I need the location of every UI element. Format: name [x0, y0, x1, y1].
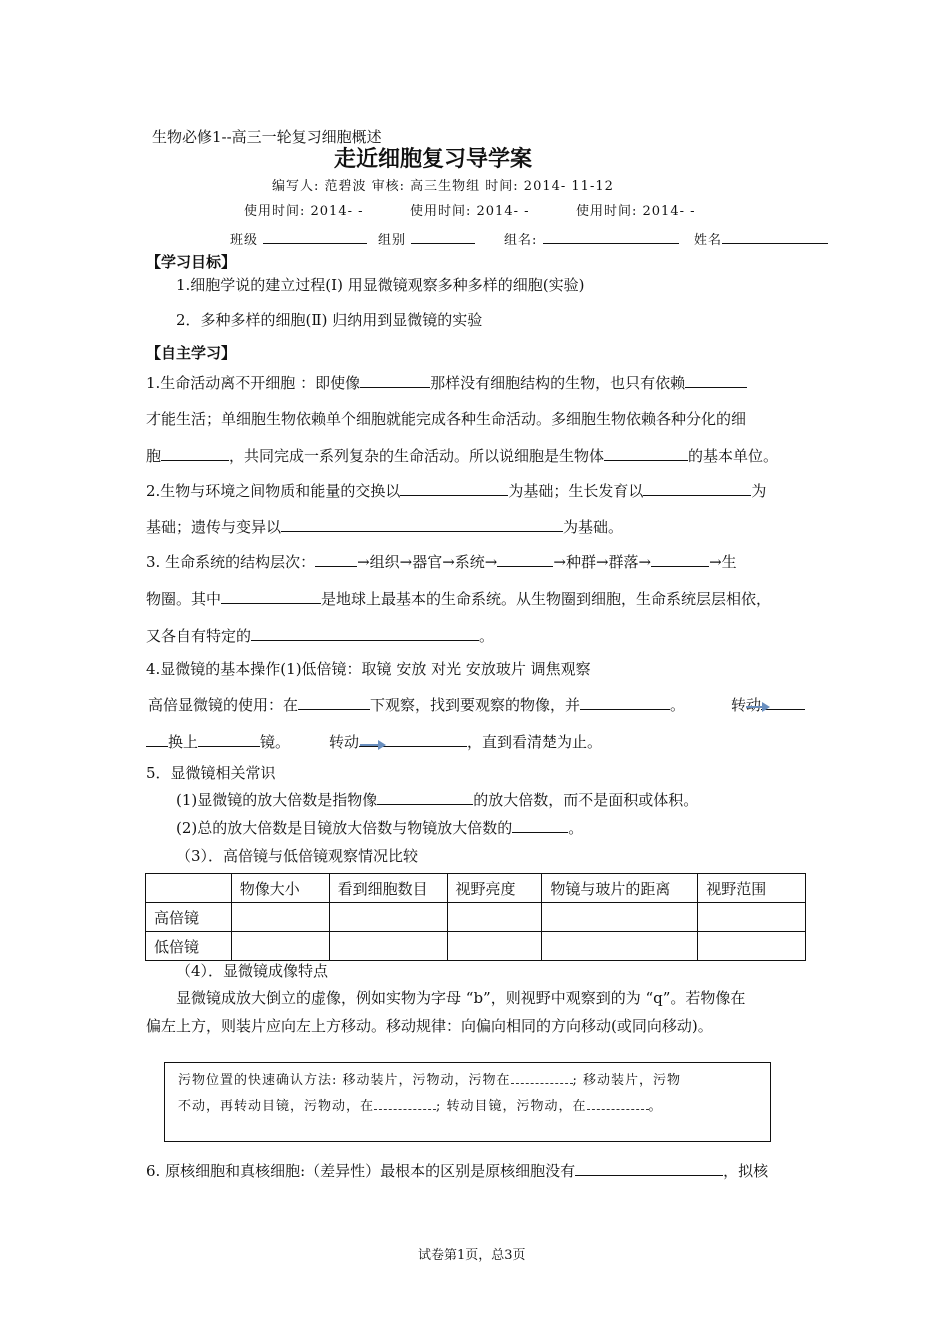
question-4-line-2 — [148, 694, 685, 715]
q3-text-b: →组织→器官→系统→ — [357, 553, 498, 571]
course-line: 生物必修1--高三一轮复习细胞概述 — [152, 128, 382, 146]
group-name-blank[interactable] — [543, 228, 679, 244]
q3-text-h: 。 — [479, 627, 495, 645]
q3-text-d: →生 — [709, 553, 737, 571]
q1-blank-1[interactable] — [360, 372, 430, 388]
q6-text-a: 6. 原核细胞和真核细胞:（差异性）最根本的区别是原核细胞没有 — [146, 1162, 576, 1180]
page-title: 走近细胞复习导学案 — [334, 147, 533, 172]
class-label: 班级 — [230, 233, 259, 248]
q4-blank-4[interactable] — [198, 731, 260, 747]
name-label: 姓名 — [694, 233, 723, 248]
q1-blank-4[interactable] — [604, 445, 688, 461]
box-text-e: 。 — [648, 1099, 663, 1114]
q5-2-blank[interactable] — [512, 817, 568, 833]
q5-1-text-b: 的放大倍数，而不是面积或体积。 — [473, 791, 699, 809]
q2-text-a: 2.生物与环境之间物质和能量的交换以 — [146, 482, 401, 500]
q4-text-f: 换上 — [168, 733, 199, 751]
q1-text-d: ，共同完成一系列复杂的生命活动。所以说细胞是生物体 — [229, 447, 605, 465]
box-blank-3[interactable] — [587, 1096, 649, 1110]
table-cell[interactable] — [447, 932, 542, 961]
class-field — [230, 228, 367, 251]
table-row — [146, 932, 806, 961]
question-4-line-1: 4.显微镜的基本操作(1)低倍镜：取镜 安放 对光 安放玻片 调焦观察 — [146, 660, 591, 678]
q5-1-text-a: (1)显微镜的放大倍数是指物像 — [176, 791, 378, 809]
self-study-heading: 【自主学习】 — [146, 344, 237, 362]
question-3-line-2 — [146, 588, 771, 609]
table-header-cell: 物像大小 — [231, 874, 329, 903]
q4-text-h: 转动 — [329, 733, 360, 751]
arrow-icon — [746, 706, 764, 708]
box-text-c: 不动，再转动目镜，污物动，在 — [178, 1099, 375, 1114]
q2-text-c: 为 — [751, 482, 767, 500]
box-blank-2[interactable] — [374, 1096, 436, 1110]
q1-text-e: 的基本单位。 — [688, 447, 779, 465]
question-3-line-3 — [146, 625, 494, 646]
use-time-3: 使用时间: 2014- - — [576, 204, 696, 219]
q4-text-c: 下观察，找到要观察的物像，并 — [370, 696, 581, 714]
box-blank-1[interactable] — [511, 1070, 573, 1084]
q1-text-c: 胞 — [146, 447, 162, 465]
table-cell[interactable] — [231, 903, 329, 932]
q4-blank-1[interactable] — [298, 694, 370, 710]
q3-text-f: 是地球上最基本的生命系统。从生物圈到细胞，生命系统层层相依， — [321, 590, 772, 608]
q1-blank-3[interactable] — [161, 445, 229, 461]
tip-box-line-2 — [178, 1096, 663, 1117]
imaging-text-2: 偏左上方，则装片应向左上方移动。移动规律：向偏向相同的方向移动(或同向移动)。 — [146, 1017, 713, 1035]
group-name-field — [504, 228, 679, 251]
q5-1-blank[interactable] — [377, 789, 473, 805]
author-line: 编写人: 范碧波 审核: 高三生物组 时间: 2014- 11-12 — [272, 179, 614, 194]
goals-heading: 【学习目标】 — [146, 253, 237, 271]
question-1-line-1 — [146, 372, 747, 393]
question-1-line-3 — [146, 445, 778, 466]
question-4-line-3 — [146, 731, 290, 752]
table-cell[interactable] — [231, 932, 329, 961]
table-cell[interactable] — [447, 903, 542, 932]
q2-text-e: 为基础。 — [563, 518, 624, 536]
table-header-cell: 看到细胞数目 — [329, 874, 447, 903]
question-5-4: （4）．显微镜成像特点 — [176, 962, 329, 980]
q4-blank-3-cont[interactable] — [146, 731, 168, 747]
q5-2-text-b: 。 — [568, 819, 584, 837]
table-cell[interactable] — [542, 932, 698, 961]
q4-turn-2 — [329, 731, 602, 752]
q3-text-e: 物圈。其中 — [146, 590, 222, 608]
q4-text-g: 镜。 — [260, 733, 291, 751]
box-text-d: ; 转动目镜，污物动，在 — [436, 1099, 587, 1114]
table-row — [146, 903, 806, 932]
q6-text-b: ，拟核 — [723, 1162, 769, 1180]
question-5-heading: 5．显微镜相关常识 — [146, 764, 276, 782]
table-cell[interactable] — [329, 903, 447, 932]
question-2-line-2 — [146, 516, 623, 537]
table-row-label: 高倍镜 — [146, 903, 232, 932]
box-text-b: ; 移动装片，污物 — [572, 1073, 682, 1088]
name-field — [694, 228, 828, 251]
q3-blank-2[interactable] — [497, 551, 553, 567]
q3-blank-3[interactable] — [651, 551, 709, 567]
question-1-line-2: 才能生活；单细胞生物依赖单个细胞就能完成各种生命活动。多细胞生物依赖各种分化的细 — [146, 410, 747, 428]
page-footer: 试卷第1页，总3页 — [418, 1248, 526, 1263]
box-text-a: 污物位置的快速确认方法: 移动装片，污物动，污物在 — [178, 1073, 511, 1088]
q6-blank-1[interactable] — [575, 1160, 723, 1176]
question-5-2 — [176, 817, 583, 838]
q3-blank-5[interactable] — [251, 625, 479, 641]
table-cell[interactable] — [698, 932, 806, 961]
q2-text-d: 基础；遗传与变异以 — [146, 518, 282, 536]
question-6-line-1 — [146, 1160, 768, 1181]
q3-text-a: 3. 生命系统的结构层次： — [146, 553, 316, 571]
q4-blank-2[interactable] — [580, 694, 670, 710]
q5-2-text-a: (2)总的放大倍数是目镜放大倍数与物镜放大倍数的 — [176, 819, 513, 837]
table-header-cell — [146, 874, 232, 903]
q1-text-b: 那样没有细胞结构的生物，也只有依赖 — [430, 374, 686, 392]
table-cell[interactable] — [329, 932, 447, 961]
table-cell[interactable] — [698, 903, 806, 932]
group-blank[interactable] — [411, 228, 475, 244]
tip-box-line-1 — [178, 1070, 681, 1091]
group-field — [378, 228, 475, 251]
q3-blank-4[interactable] — [221, 588, 321, 604]
table-header-cell: 物镜与玻片的距离 — [542, 874, 698, 903]
q2-blank-1[interactable] — [400, 480, 508, 496]
question-3-line-1 — [146, 551, 737, 572]
arrow-icon — [360, 744, 380, 746]
q1-blank-2[interactable] — [685, 372, 747, 388]
q2-blank-3[interactable] — [281, 516, 563, 532]
q4-text-i: ，直到看清楚为止。 — [467, 733, 603, 751]
question-5-1 — [176, 789, 698, 810]
table-header-cell: 视野范围 — [698, 874, 806, 903]
table-header-cell: 视野亮度 — [447, 874, 542, 903]
q4-text-d: 。 — [670, 696, 686, 714]
question-5-3: （3）．高倍镜与低倍镜观察情况比较 — [176, 847, 419, 865]
class-blank[interactable] — [263, 228, 367, 244]
q3-blank-1[interactable] — [315, 551, 357, 567]
group-label: 组别 — [378, 233, 407, 248]
q4-text-e: 转动 — [731, 696, 762, 714]
group-name-label: 组名: — [504, 233, 538, 248]
q3-text-c: →种群→群落→ — [553, 553, 652, 571]
table-cell[interactable] — [542, 903, 698, 932]
goal-item-2: 2．多种多样的细胞(Ⅱ) 归纳用到显微镜的实验 — [176, 311, 483, 329]
comparison-table — [145, 873, 806, 961]
use-time-1: 使用时间: 2014- - — [244, 204, 364, 219]
q2-blank-2[interactable] — [643, 480, 751, 496]
imaging-text-1: 显微镜成放大倒立的虚像，例如实物为字母 “b”，则视野中观察到的为 “q”。若物像在 — [176, 989, 746, 1007]
goal-item-1: 1.细胞学说的建立过程(Ⅰ) 用显微镜观察多种多样的细胞(实验) — [176, 276, 585, 294]
q4-text-b: 高倍显微镜的使用：在 — [148, 696, 299, 714]
q2-text-b: 为基础；生长发育以 — [508, 482, 644, 500]
q1-text-a: 1.生命活动离不开细胞 ：即使像 — [146, 374, 361, 392]
use-time-2: 使用时间: 2014- - — [410, 204, 530, 219]
table-header-row — [146, 874, 806, 903]
question-2-line-1 — [146, 480, 766, 501]
table-row-label: 低倍镜 — [146, 932, 232, 961]
name-blank[interactable] — [722, 228, 828, 244]
q3-text-g: 又各自有特定的 — [146, 627, 252, 645]
